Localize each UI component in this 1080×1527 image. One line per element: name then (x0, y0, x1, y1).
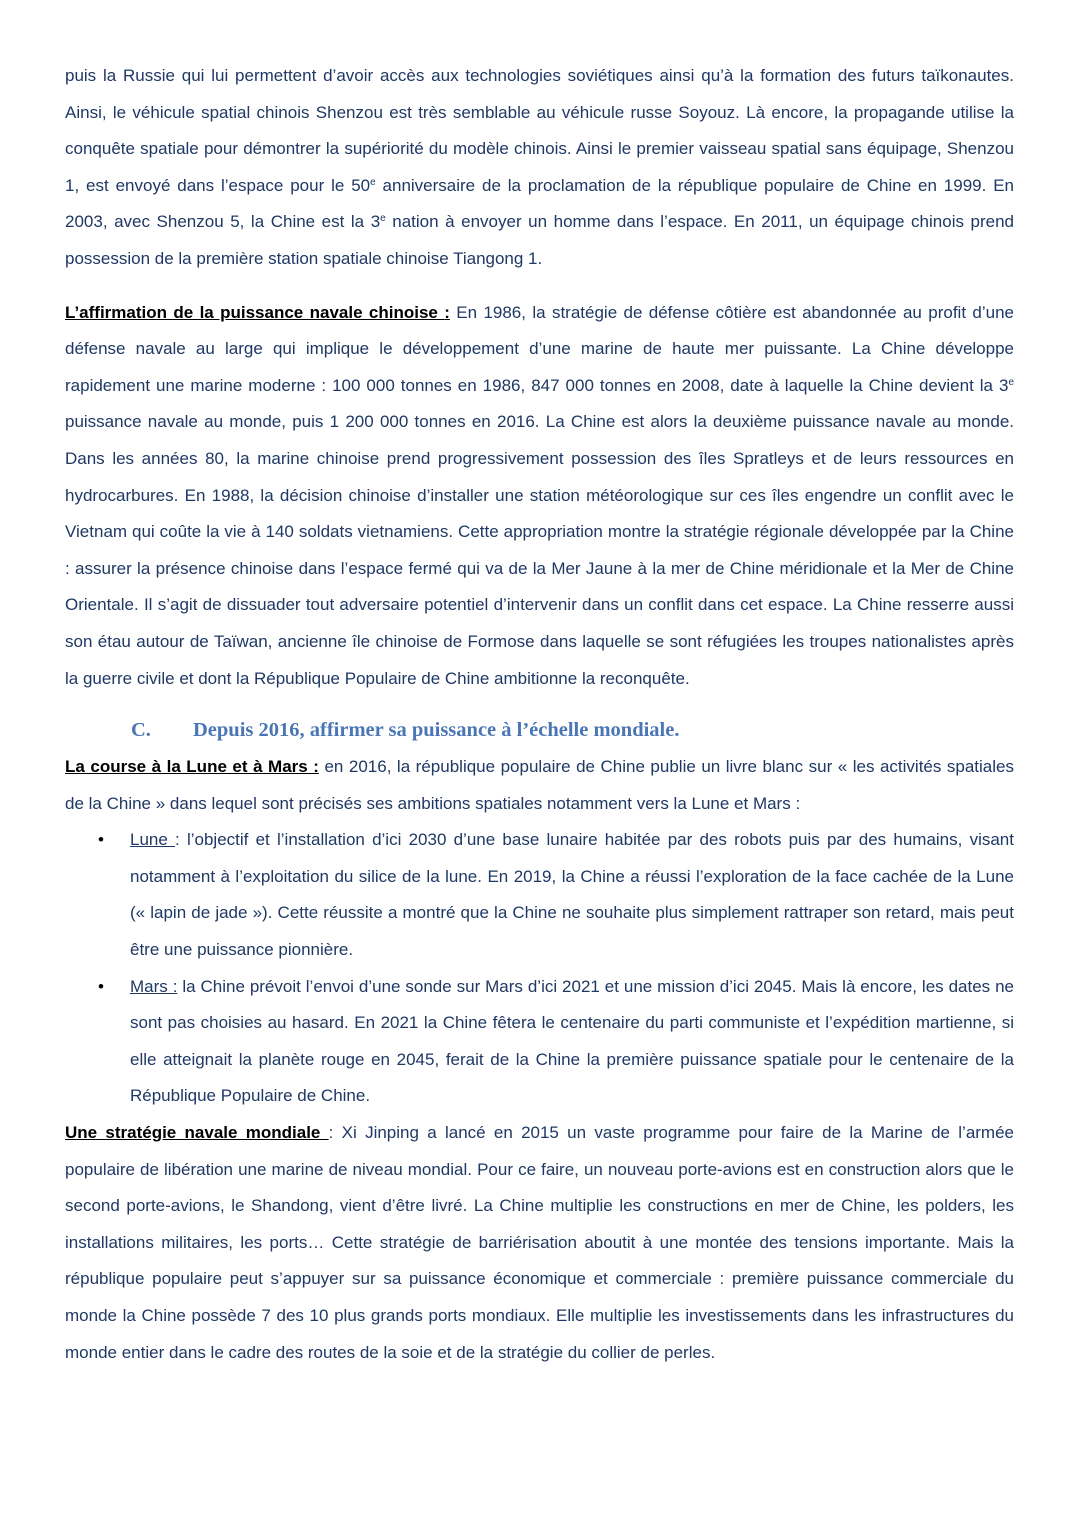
paragraph-text: anniversaire de la proclamation de la république populaire de Chine en 1999. En 2003, avec Shenzou 5, la Chine est la 3 (65, 175, 1014, 232)
list-item (65, 969, 1014, 1115)
list-item-text: : l’objectif et l’installation d’ici 2030 d’une base lunaire habitée par des robots puis par des humains, visant notamment à l’exploitation du silice de la lune. En 2019, la Chine a réussi l’exploration de la face cachée de la Lune (« lapin de jade »). Cette réussite a montré que la Chine ne souhaite plus simplement rattraper son retard, mais peut être une puissance pionnière. (130, 830, 1014, 960)
paragraph-moon-mars (65, 749, 1014, 822)
paragraph-space-program (65, 58, 1014, 278)
superscript: e (1008, 376, 1014, 388)
section-title: Depuis 2016, affirmer sa puissance à l’échelle mondiale. (193, 719, 680, 742)
list-item-label: Lune (130, 830, 176, 850)
paragraph-text: En 1986, la stratégie de défense côtière est abandonnée au profit d’une défense navale au large qui implique le développement d’une marine de haute mer puissante. La Chine développe rapidement une marine moderne : 100 000 tonnes en 1986, 847 000 tonnes en 2008, date à laquelle la Chine devient la 3 (65, 302, 1014, 395)
paragraph-text: nation à envoyer un homme dans l’espace. En 2011, un équipage chinois prend possession de la première station spatiale chinoise Tiangong 1. (65, 212, 1015, 268)
section-number: C. (131, 719, 151, 742)
bullet-list (65, 822, 1014, 1115)
bullet-icon: • (98, 830, 104, 850)
lead-colon: : (444, 302, 450, 322)
bullet-icon: • (98, 976, 104, 996)
paragraph-text: en 2016, la république populaire de Chine publie un livre blanc sur « les activités spatiales de la Chine » dans lequel sont précisés ses ambitions spatiales notamment vers la Lune et Mars : (65, 757, 1014, 813)
lead-colon: : (328, 1123, 334, 1143)
document-page (65, 58, 1014, 1371)
list-item-text: la Chine prévoit l’envoi d’une sonde sur Mars d’ici 2021 et une mission d’ici 2045. Mais là encore, les dates ne sont pas choisies au hasard. En 2021 la Chine fêtera le centenaire du parti communiste et l’expédition martienne, si elle atteignait la planète rouge en 2045, ferait de la Chine la première puissance spatiale pour le centenaire de la République Populaire de Chine. (130, 976, 1014, 1106)
section-heading (65, 711, 1014, 749)
list-item (65, 822, 1014, 968)
paragraph-lead-title: La course à la Lune et à Mars : (65, 757, 319, 777)
list-item-label: Mars : (130, 976, 178, 996)
superscript: e (370, 176, 376, 188)
paragraph-lead-title: Une stratégie navale mondiale (65, 1123, 329, 1143)
paragraph-naval-strategy (65, 1115, 1014, 1371)
paragraph-lead-title: L’affirmation de la puissance navale chinoise (65, 302, 445, 322)
superscript: e (380, 213, 386, 225)
paragraph-text: puis la Russie qui lui permettent d’avoir accès aux technologies soviétiques ainsi qu’à la formation des futurs taïkonautes. Ainsi, le véhicule spatial chinois Shenzou est très semblable au véhicule russe Soyouz. Là encore, la propagande utilise la conquête spatiale pour démontrer la supériorité du modèle chinois. Ainsi le premier vaisseau spatial sans équipage, Shenzou 1, est envoyé dans l’espace pour le 50 (65, 66, 1014, 195)
paragraph-text: Xi Jinping a lancé en 2015 un vaste programme pour faire de la Marine de l’armée populaire de libération une marine de niveau mondial. Pour ce faire, un nouveau porte-avions est en construction alors que le second porte-avions, le Shandong, vient d’être livré. La Chine multiplie les constructions en mer de Chine, les polders, les installations militaires, les ports… Cette stratégie de barriérisation aboutit à une montée des tensions importante. Mais la république populaire peut s’appuyer sur sa puissance économique et commerciale : première puissance commerciale du monde la Chine possède 7 des 10 plus grands ports mondiaux. Elle multiplie les investissements dans les infrastructures du monde entier dans le cadre des routes de la soie et de la stratégie du collier de perles. (65, 1123, 1015, 1362)
paragraph-naval-power (65, 295, 1014, 698)
paragraph-text: puissance navale au monde, puis 1 200 000 tonnes en 2016. La Chine est alors la deuxième puissance navale au monde. Dans les années 80, la marine chinoise prend progressivement possession des îles Spratleys et de leurs ressources en hydrocarbures. En 1988, la décision chinoise d’installer une station météorologique sur ces îles engendre un conflit avec le Vietnam qui coûte la vie à 140 soldats vietnamiens. Cette appropriation montre la stratégie régionale développée par la Chine : assurer la présence chinoise dans l’espace fermé qui va de la Mer Jaune à la mer de Chine méridionale et la Mer de Chine Orientale. Il s’agit de dissuader tout adversaire potentiel d’intervenir dans un conflit dans cet espace. La Chine resserre aussi son étau autour de Taïwan, ancienne île chinoise de Formose dans laquelle se sont réfugiées les troupes nationalistes après la guerre civile et dont la République Populaire de Chine ambitionne la reconquête. (65, 412, 1014, 688)
